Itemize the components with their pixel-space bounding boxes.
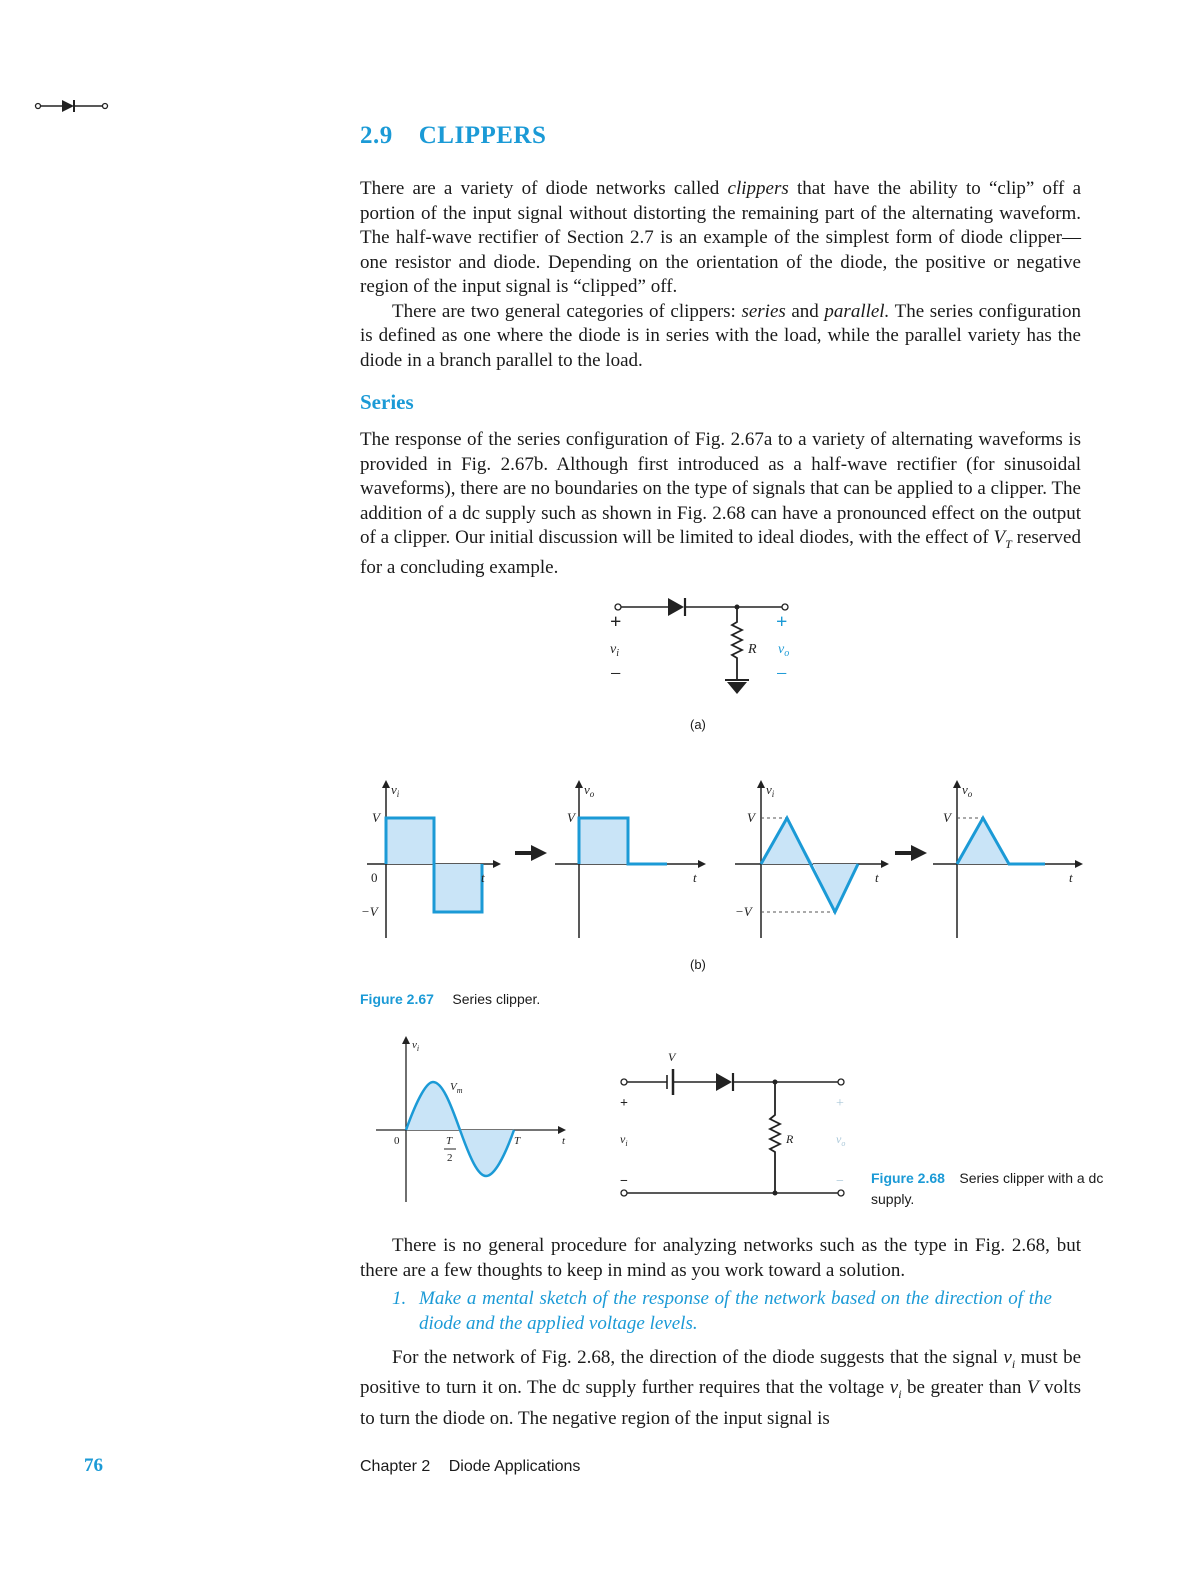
figure-2-67b-sublabel: (b) xyxy=(690,957,706,972)
paragraph-3: The response of the series configuration of Fig. 2.67a to a variety of alternating waveforms is provided in Fig. 2.67b. Although first introduced as a half-wave rectifier (for sinusoidal waveforms), there are no boundaries on the type of signals that can be applied to a clipper. The addition of a dc supply such as shown in Fig. 2.68 can have a pronounced effect on the output of a clipper. Our initial discussion will be limited to ideal diodes, with the effect of $V_T$ reserved for a concluding example. xyxy=(360,429,1081,579)
figure-2-67-text: Series clipper. xyxy=(452,991,541,1007)
arrow-icon xyxy=(515,845,927,861)
paragraph-2: There are two general categories of clippers: series and parallel. The series configuration is defined as one where the diode is in series with the load, while the parallel variety has the diode in a branch parallel to the load. xyxy=(360,300,1081,371)
plot2-t-label: t xyxy=(693,870,697,885)
tip-1-number: 1. xyxy=(392,1288,407,1309)
plus-out-label: + xyxy=(776,611,788,633)
section-heading xyxy=(360,122,546,150)
minus-out-label: − xyxy=(776,663,788,685)
intro-text xyxy=(360,177,1081,373)
paragraph-1: There are a variety of diode networks called clippers that have the ability to “clip” off a portion of the input signal without distorting the remaining part of the alternating waveform. The half-wave rectifier of Section 2.7 is an example of the simplest form of diode clipper—one resistor and diode. Depending on the orientation of the diode, the positive or negative region of the input signal is “clipped” off. xyxy=(360,178,1082,297)
plot1-zero-label: 0 xyxy=(371,870,378,885)
figure-2-68-circuit xyxy=(612,1045,862,1205)
figure-2-67b-waveforms xyxy=(355,778,1095,948)
svg-text:V: V xyxy=(668,1050,676,1064)
page-number: 76 xyxy=(84,1455,103,1476)
diode-symbol-icon xyxy=(34,98,110,114)
minus-in-label: − xyxy=(610,663,622,685)
resistor-icon xyxy=(770,1082,780,1193)
paragraph-4: There is no general procedure for analyzing networks such as the type in Fig. 2.68, but there are a few thoughts to keep in mind as you work toward a solution. xyxy=(360,1235,1081,1281)
plot1-t-label: t xyxy=(481,870,485,885)
paragraph-5: For the network of Fig. 2.68, the direction of the diode suggests that the signal $v_i$ must be positive to turn it on. The dc supply further requires that the voltage $v_i$ be greater than V volts to turn the diode on. The negative region of the input signal is xyxy=(360,1347,1082,1429)
diode-icon xyxy=(716,1073,732,1091)
plot1-bottom-label: −V xyxy=(361,904,378,919)
svg-text:−: − xyxy=(620,1174,628,1189)
svg-text:2: 2 xyxy=(447,1152,453,1164)
figure-2-68-label: Figure 2.68 xyxy=(871,1170,945,1186)
figure-2-68-caption xyxy=(871,1168,1111,1210)
tip-1-text: Make a mental sketch of the response of the network based on the direction of the diode and the applied voltage levels. xyxy=(419,1288,1052,1334)
svg-text:vo: $v_o$ xyxy=(836,1132,846,1148)
vi-label: $v_i$ xyxy=(610,642,619,659)
figure-2-67a-sublabel: (a) xyxy=(690,717,706,732)
plot1-top-label: V xyxy=(372,810,380,825)
figure-2-67-label: Figure 2.67 xyxy=(360,991,434,1007)
resistor-label: R xyxy=(748,642,757,657)
plot1-signal-label: $v_i$ xyxy=(391,782,400,799)
svg-text:vi: $v_i$ xyxy=(412,1039,420,1053)
plot2-top-label: V xyxy=(567,810,575,825)
plot3-bottom-label: −V xyxy=(735,904,752,919)
plot1-square-wave-fill xyxy=(386,818,434,864)
svg-text:0: 0 xyxy=(394,1135,400,1147)
running-footer xyxy=(360,1458,580,1476)
footer-chapter: Chapter 2 xyxy=(360,1458,431,1475)
svg-text:+: + xyxy=(620,1096,628,1111)
figure-2-67a-circuit xyxy=(600,590,800,705)
tip-1 xyxy=(392,1287,1052,1336)
section-number: 2.9 xyxy=(360,122,393,149)
plot3-t-label: t xyxy=(875,870,879,885)
svg-text:+: + xyxy=(836,1096,844,1111)
plot3-signal-label: $v_i$ xyxy=(766,782,775,799)
svg-text:Vm: $V_m$ xyxy=(450,1081,463,1095)
vo-label: $v_o$ xyxy=(778,642,790,659)
svg-text:T: T xyxy=(446,1135,453,1147)
svg-text:−: − xyxy=(836,1174,844,1189)
figure-2-67-caption xyxy=(360,991,540,1009)
svg-text:T: T xyxy=(514,1135,521,1147)
plot3-top-label: V xyxy=(747,810,755,825)
footer-chapter-title: Diode Applications xyxy=(448,1458,581,1475)
figure-2-68-sine-plot xyxy=(370,1032,580,1207)
subheading-series: Series xyxy=(360,390,414,414)
plot2-signal-label: $v_o$ xyxy=(584,782,595,799)
svg-text:R: R xyxy=(786,1132,794,1146)
section-title: CLIPPERS xyxy=(418,122,547,149)
figure-2-68-text: Series clipper with a dc supply. xyxy=(871,1170,1104,1207)
plot4-signal-label: $v_o$ xyxy=(962,782,973,799)
plot4-top-label: V xyxy=(943,810,951,825)
plus-in-label: + xyxy=(610,611,622,633)
svg-text:t: t xyxy=(562,1135,566,1147)
svg-text:vi: $v_i$ xyxy=(620,1132,628,1148)
plot4-t-label: t xyxy=(1069,870,1073,885)
